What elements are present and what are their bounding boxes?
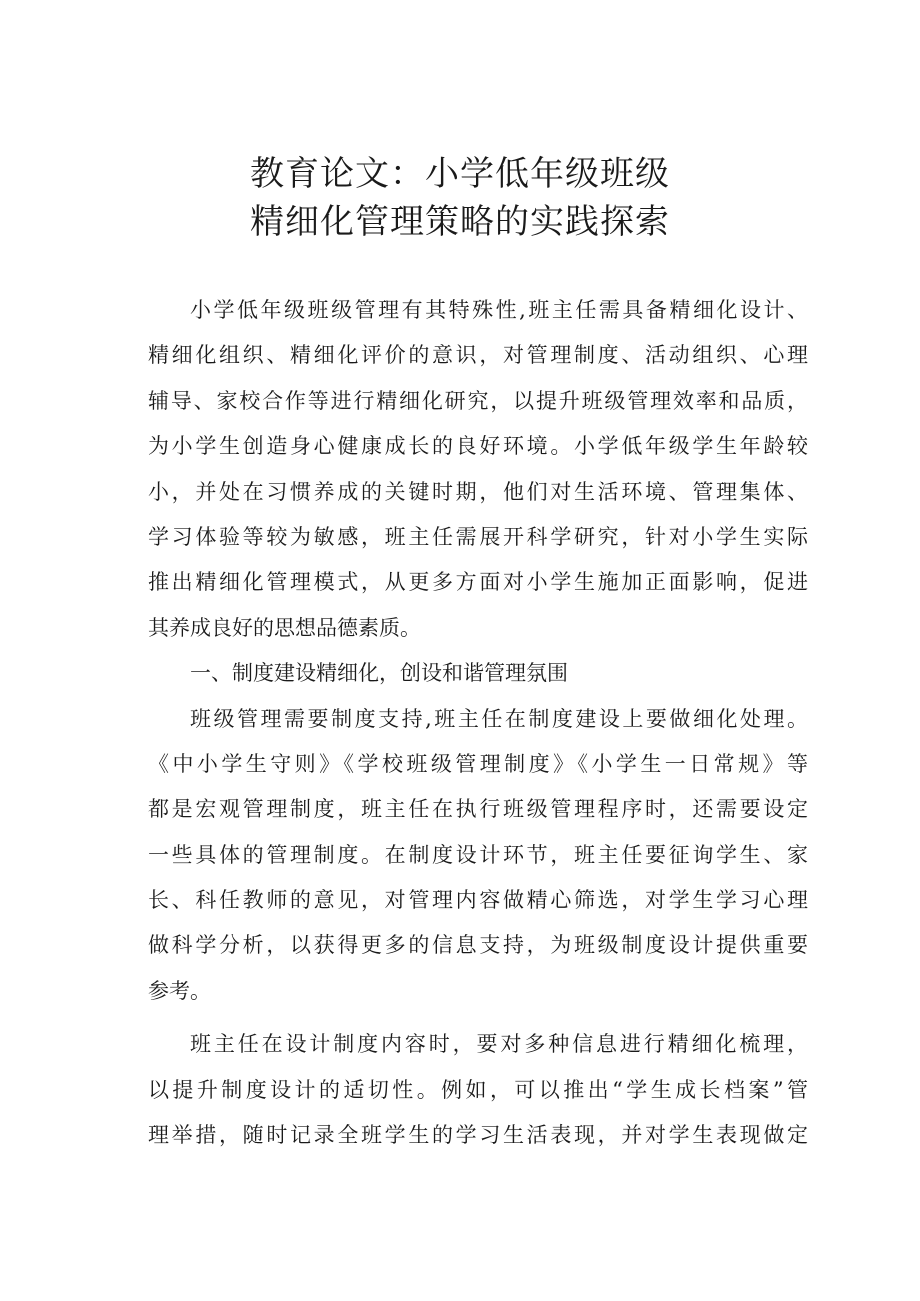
paragraph-line: 理举措，随时记录全班学生的学习生活表现，并对学生表现做定 (148, 1123, 808, 1148)
document-body (148, 288, 808, 1158)
section-heading-1 (148, 651, 808, 696)
paragraph-line: 做科学分析，以获得更多的信息支持，为班级制度设计提供重要 (148, 933, 808, 958)
title-line-2: 精细化管理策略的实践探索 (250, 202, 670, 242)
paragraph-line: 一些具体的管理制度。在制度设计环节，班主任要征询学生、家 (148, 842, 808, 867)
paragraph-intro (148, 288, 808, 651)
paragraph-line: 班主任在设计制度内容时，要对多种信息进行精细化梳理， (190, 1032, 808, 1057)
paragraph-line: 推出精细化管理模式，从更多方面对小学生施加正面影响，促进 (148, 570, 808, 595)
paragraph-line: 班级管理需要制度支持,班主任在制度建设上要做细化处理。 (190, 706, 808, 731)
paragraph-design (148, 1022, 808, 1158)
title-line-1: 教育论文：小学低年级班级 (250, 154, 670, 194)
paragraph-line: 辅导、家校合作等进行精细化研究，以提升班级管理效率和品质， (148, 388, 808, 413)
document-title (0, 150, 920, 246)
paragraph-system (148, 697, 808, 1015)
paragraph-line: 《中小学生守则》《学校班级管理制度》《小学生一日常规》等 (148, 751, 808, 776)
paragraph-line: 小，并处在习惯养成的关键时期，他们对生活环境、管理集体、 (148, 479, 808, 504)
paragraph-line: 精细化组织、精细化评价的意识，对管理制度、活动组织、心理 (148, 343, 808, 368)
paragraph-line: 都是宏观管理制度，班主任在执行班级管理程序时，还需要设定 (148, 797, 808, 822)
paragraph-line: 为小学生创造身心健康成长的良好环境。小学低年级学生年龄较 (148, 434, 808, 459)
paragraph-line: 以提升制度设计的适切性。例如，可以推出“学生成长档案”管 (148, 1077, 808, 1102)
paragraph-line: 参考。 (148, 978, 211, 1003)
paragraph-line: 其养成良好的思想品德素质。 (148, 615, 421, 640)
paragraph-line: 小学低年级班级管理有其特殊性,班主任需具备精细化设计、 (190, 298, 808, 322)
paragraph-line: 长、科任教师的意见，对管理内容做精心筛选，对学生学习心理 (148, 888, 808, 913)
paragraph-line: 学习体验等较为敏感，班主任需展开科学研究，针对小学生实际 (148, 524, 808, 549)
section-heading-text: 一、制度建设精细化，创设和谐管理氛围 (190, 661, 568, 686)
